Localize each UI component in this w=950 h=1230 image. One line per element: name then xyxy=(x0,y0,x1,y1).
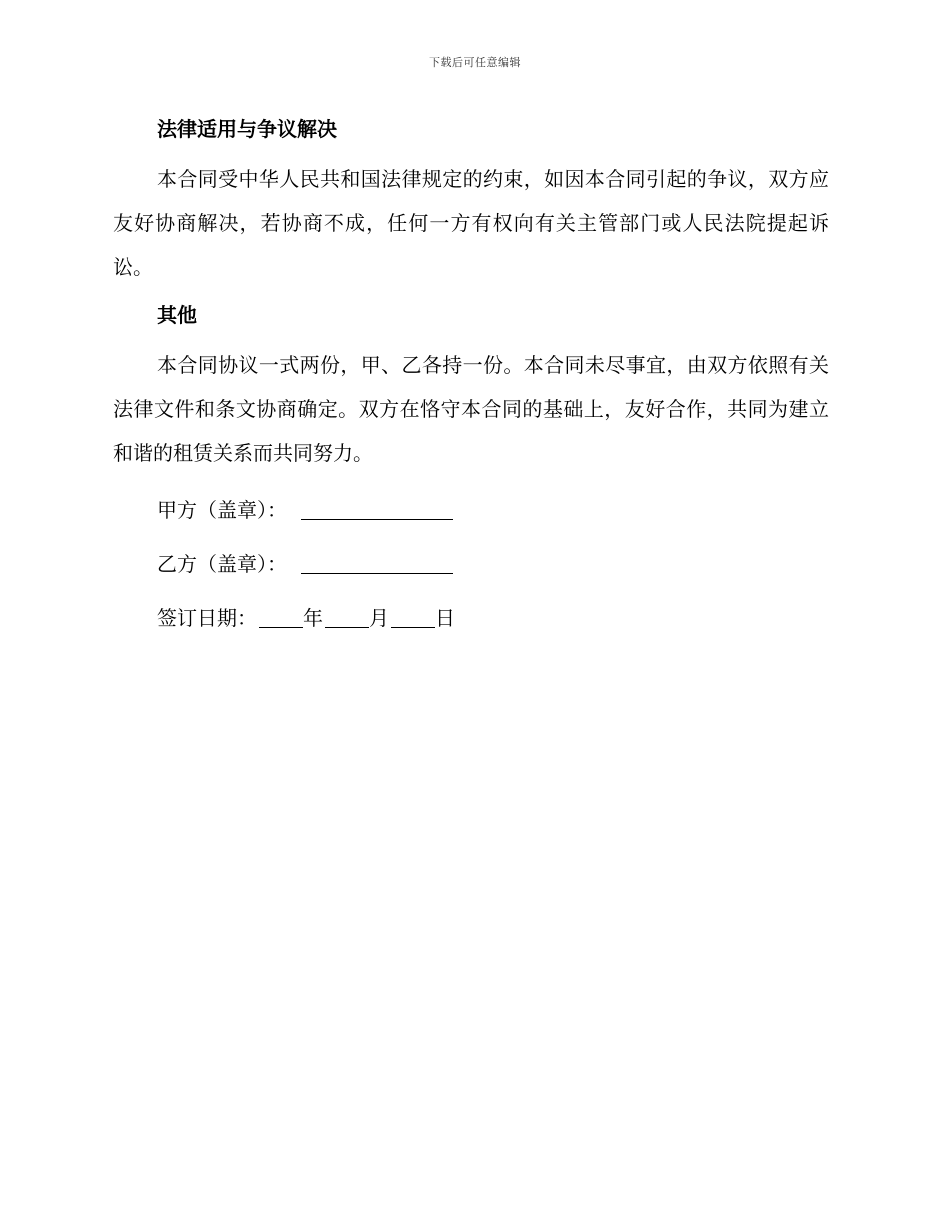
section-title-law: 法律适用与争议解决 xyxy=(157,117,337,141)
party-a-label: 甲方（盖章）： xyxy=(157,498,287,522)
document-body xyxy=(113,111,829,645)
party-a-signature-blank xyxy=(301,501,453,520)
party-b-signature-line xyxy=(113,537,829,591)
month-unit: 月 xyxy=(369,606,389,630)
day-blank xyxy=(391,609,435,628)
party-b-label: 乙方（盖章）： xyxy=(157,552,287,576)
signing-date-line xyxy=(113,591,829,645)
month-blank xyxy=(325,609,369,628)
day-unit: 日 xyxy=(435,606,455,630)
page-header: 下载后可任意编辑 xyxy=(429,56,521,69)
section-paragraph-law: 本合同受中华人民共和国法律规定的约束，如因本合同引起的争议，双方应友好协商解决，若协商不成，任何一方有权向有关主管部门或人民法院提起诉讼。 xyxy=(113,167,829,279)
signing-date-label: 签订日期： xyxy=(157,606,257,630)
section-title-other: 其他 xyxy=(157,303,197,327)
party-b-signature-blank xyxy=(301,555,453,574)
section-paragraph-other: 本合同协议一式两份，甲、乙各持一份。本合同未尽事宜，由双方依照有关法律文件和条文协商确定。双方在恪守本合同的基础上，友好合作，共同为建立和谐的租赁关系而共同努力。 xyxy=(113,353,829,465)
party-a-signature-line xyxy=(113,483,829,537)
year-blank xyxy=(259,609,303,628)
year-unit: 年 xyxy=(303,606,323,630)
